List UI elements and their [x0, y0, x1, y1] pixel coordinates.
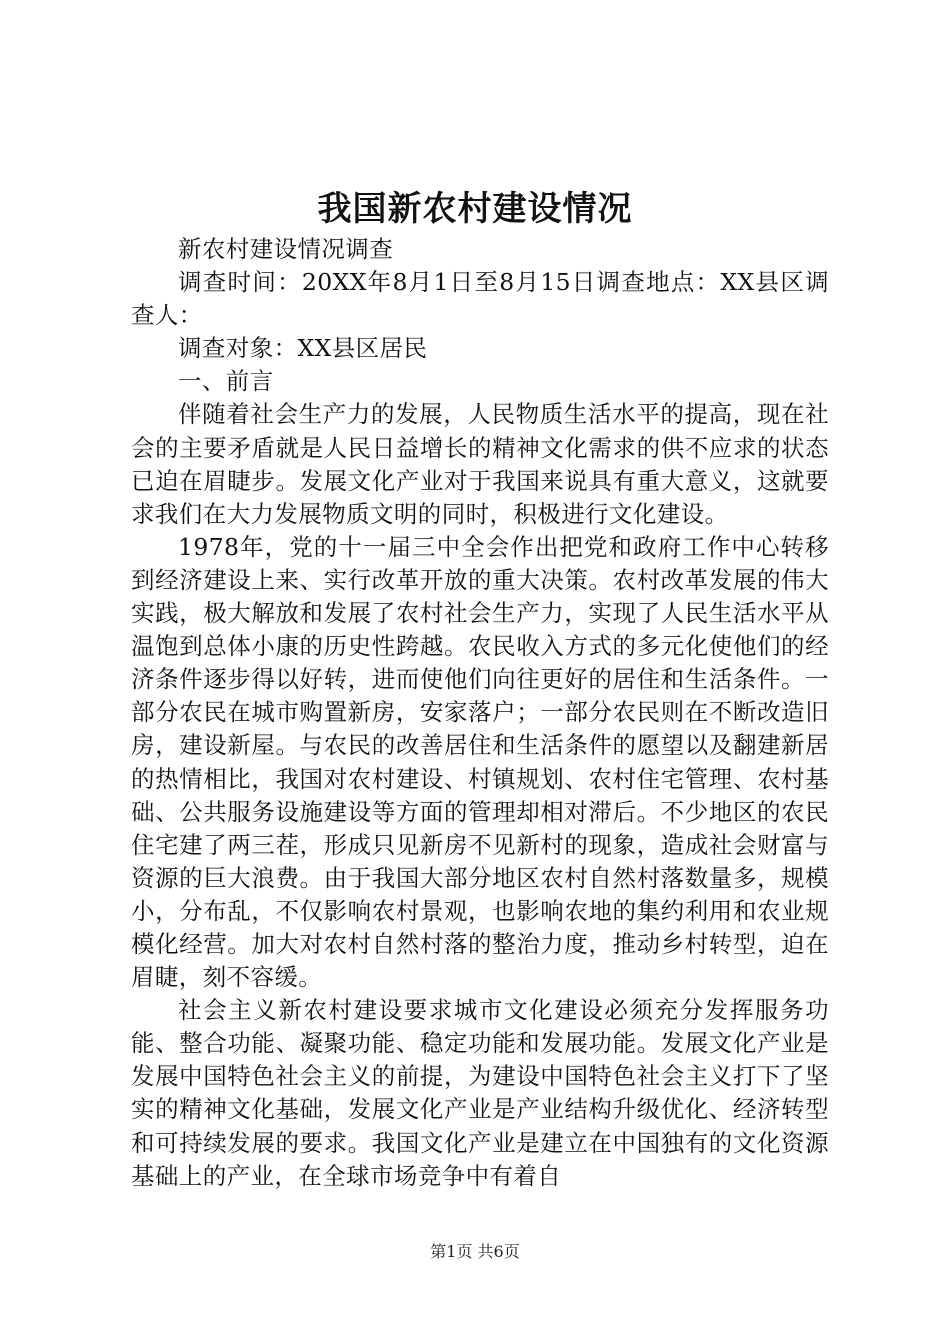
- paragraph-body: 伴随着社会生产力的发展，人民物质生活水平的提高，现在社会的主要矛盾就是人民日益增长的精神文化需求的供不应求的状态已迫在眉睫步。发展文化产业对于我国来说具有重大意义，这就要求我们在大力发展物质文明的同时，积极进行文化建设。: [131, 400, 829, 528]
- paragraph-section-preface: 一、前言: [178, 367, 274, 396]
- document-title: 我国新农村建设情况: [317, 189, 633, 229]
- paragraph-body: 社会主义新农村建设要求城市文化建设必须充分发挥服务功能、整合功能、凝聚功能、稳定功能和发展功能。发展文化产业是发展中国特色社会主义的前提，为建设中国特色社会主义打下了坚实的精神文化基础，发展文化产业是产业结构升级优化、经济转型和可持续发展的要求。我国文化产业是建立在中国独有的文化资源基础上的产业，在全球市场竞争中有着自: [131, 996, 829, 1190]
- paragraph-body: 1978年，党的十一届三中全会作出把党和政府工作中心转移到经济建设上来、实行改革开放的重大决策。农村改革发展的伟大实践，极大解放和发展了农村社会生产力，实现了人民生活水平从温饱到总体小康的历史性跨越。农民收入方式的多元化使他们的经济条件逐步得以好转，进而使他们向往更好的居住和生活条件。一部分农民在城市购置新房，安家落户；一部分农民则在不断改造旧房，建设新屋。与农民的改善居住和生活条件的愿望以及翻建新居的热情相比，我国对农村建设、村镇规划、农村住宅管理、农村基础、公共服务设施建设等方面的管理却相对滞后。不少地区的农民住宅建了两三茬，形成只见新房不见新村的现象，造成社会财富与资源的巨大浪费。由于我国大部分地区农村自然村落数量多，规模小，分布乱，不仅影响农村景观，也影响农地的集约利用和农业规模化经营。加大对农村自然村落的整治力度，推动乡村转型，迫在眉睫，刻不容缓。: [131, 532, 829, 992]
- paragraph-survey-subject: 调查对象：XX县区居民: [178, 334, 428, 363]
- paragraph-survey-heading: 新农村建设情况调查: [178, 235, 394, 263]
- page-number: 第1页 共6页: [430, 1242, 520, 1261]
- paragraph-survey-time-place: 调查时间：20XX年8月1日至8月15日调查地点：XX县区调查人：: [131, 268, 829, 330]
- document-body: [131, 233, 829, 1193]
